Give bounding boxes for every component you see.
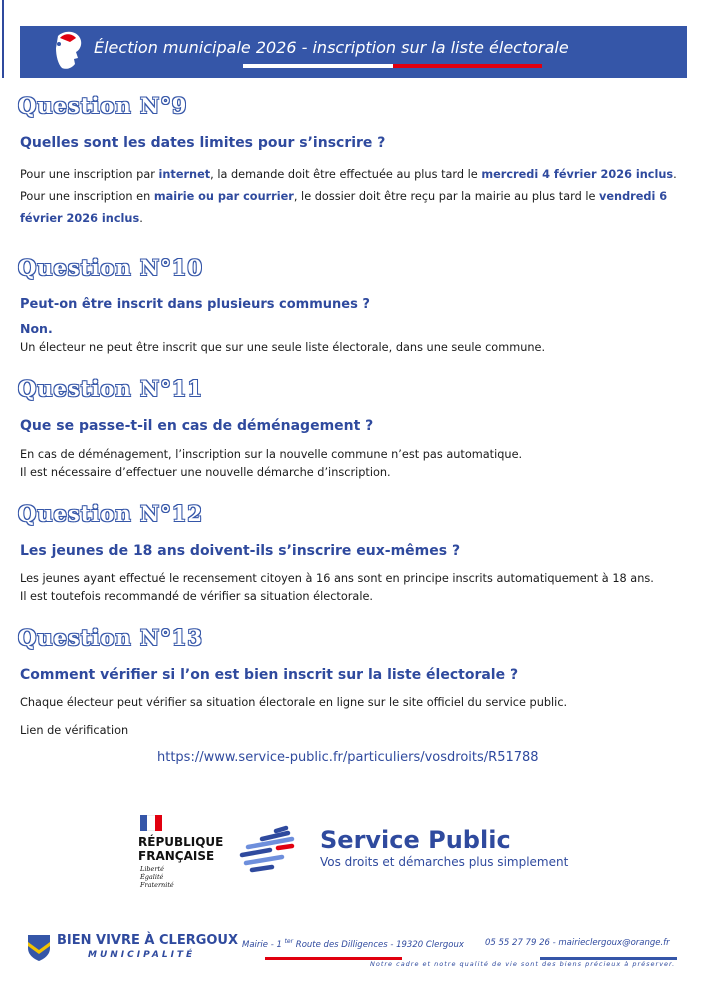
footer-address: Mairie - 1 $^{ter}$ Route des Dilligences - 19320 Clergoux [242,938,464,950]
republique-name: RÉPUBLIQUE FRANÇAISE [138,835,224,863]
header-banner [20,26,687,78]
footer-municipalite: MUNICIPALITÉ [88,950,196,960]
question-13-body: Chaque électeur peut vérifier sa situation électorale en ligne sur le site officiel du service public. [20,696,568,709]
question-12-subtitle: Les jeunes de 18 ans doivent-ils s’inscrire eux-mêmes ? [20,543,461,559]
question-13-subtitle: Comment vérifier si l’on est bien inscrit sur la liste électorale ? [20,667,519,683]
clergoux-crest-icon [27,934,51,962]
question-12-body: Les jeunes ayant effectué le recensement citoyen à 16 ans sont en principe inscrits automatiquement à 18 ans. Il est toutefois recommandé de vérifier sa situation électorale. [20,572,654,603]
question-10-subtitle: Peut-on être inscrit dans plusieurs communes ? [20,297,370,312]
question-12-heading: Question N°12 [18,501,203,526]
verification-link[interactable]: https://www.service-public.fr/particuliers/vosdroits/R51788 [157,750,539,765]
question-10-body: Un électeur ne peut être inscrit que sur une seule liste électorale, dans une seule commune. [20,341,546,354]
republique-francaise-logo [138,815,228,895]
verification-link-label: Lien de vérification [20,724,129,737]
question-9-body: Pour une inscription par internet, la demande doit être effectuée au plus tard le mercredi 4 février 2026 inclus. Pour une inscription en mairie ou par courrier, le dossier doit être reçu par la mairie au plus tard le vendredi 6 février 2026 inclus. [20,168,677,225]
footer-town-name: BIEN VIVRE À CLERGOUX [57,933,239,948]
question-11-body: En cas de déménagement, l’inscription sur la nouvelle commune n’est pas automatique. Il est nécessaire d’effectuer une nouvelle démarche d’inscription. [20,448,523,479]
question-11-heading: Question N°11 [18,376,203,401]
header-title: Élection municipale 2026 - inscription sur la liste électorale [94,38,569,57]
question-9-heading: Question N°9 [18,93,188,118]
service-public-icon [236,825,298,875]
question-10-heading: Question N°10 [18,255,203,280]
marianne-profile-icon [50,28,86,74]
question-9-subtitle: Quelles sont les dates limites pour s’inscrire ? [20,135,386,151]
left-accent-rule [2,0,4,78]
service-public-subtitle: Vos droits et démarches plus simplement [320,855,569,869]
question-10-answer: Non. [20,321,53,336]
question-13-heading: Question N°13 [18,625,203,650]
republique-motto: Liberté Égalité Fraternité [140,865,174,889]
question-11-subtitle: Que se passe-t-il en cas de déménagement ? [20,418,374,434]
service-public-title: Service Public [320,826,511,854]
tricolor-stripe [94,64,542,68]
footer-contact: 05 55 27 79 26 - mairieclergoux@orange.fr [485,938,670,948]
footer-tagline: Notre cadre et notre qualité de vie sont des biens précieux à préserver. [370,960,676,968]
marianne-flag-icon [140,815,162,831]
